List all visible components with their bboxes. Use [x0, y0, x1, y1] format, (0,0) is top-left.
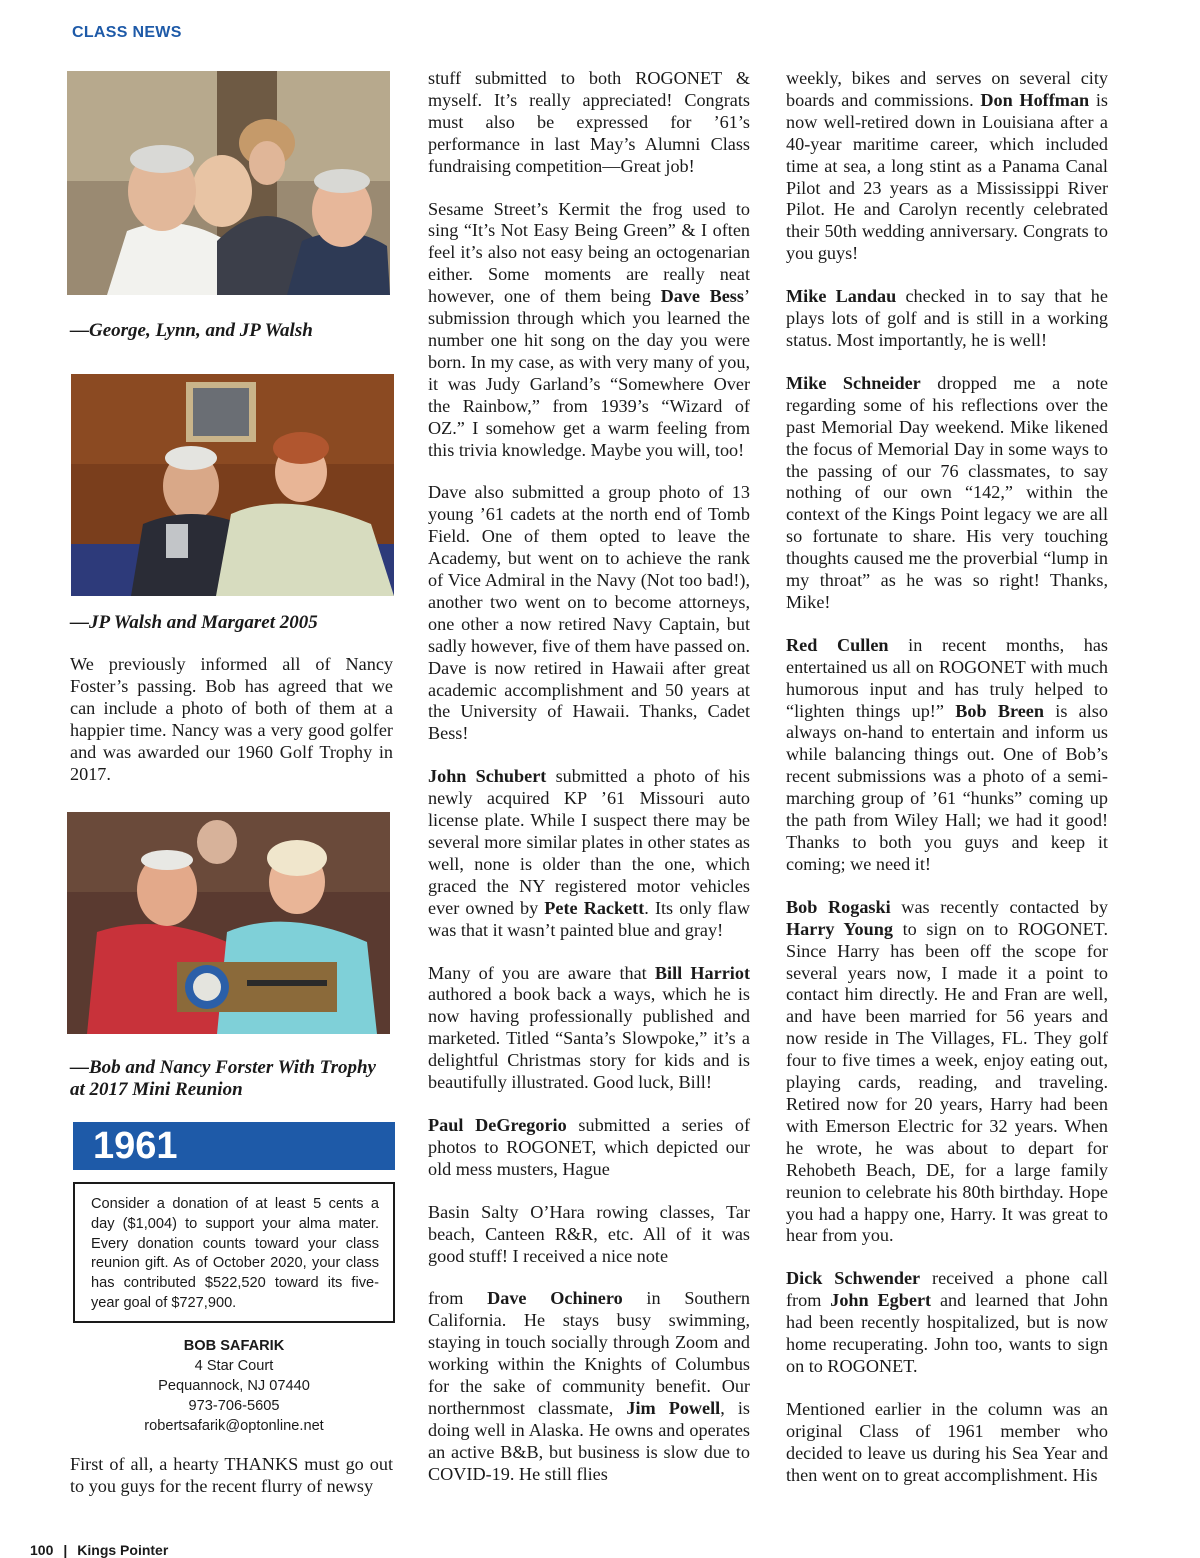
class-contact — [73, 1336, 395, 1436]
publication-name: Kings Pointer — [77, 1542, 169, 1558]
photo-walsh-margaret — [71, 374, 394, 596]
caption-forster-trophy: —Bob and Nancy Forster With Trophy at 2017 Mini Reunion — [70, 1057, 376, 1100]
contact-street: 4 Star Court — [194, 1358, 274, 1374]
page-footer — [30, 1542, 168, 1558]
col2-paragraph-8: from Dave Ochinero in Southern California. He stays busy swimming, staying in touch socially through Zoom and working within the Knights of Columbus for the sake of community benefit. Our northernmost classmate, Jim Powell, is doing well in Alaska. He owns and operates an active B&B, but business is slow due to COVID-19. He still flies — [428, 1288, 750, 1484]
contact-phone: 973-706-5605 — [188, 1398, 280, 1414]
col3-paragraph-7: Mentioned earlier in the column was an original Class of 1961 member who decided to leave us during his Sea Year and then went on to great accomplishment. His — [786, 1398, 1108, 1485]
class-year-banner: 1961 — [73, 1122, 395, 1170]
col3-paragraph-1: weekly, bikes and serves on several city boards and commissions. Don Hoffman is now well-retired down in Louisiana after a 40-year maritime career, which included time at sea, a long stint as a Panama Canal Pilot and 23 years as a Mississippi River Pilot. He and Carolyn recently celebrated their 50th wedding anniversary. Congrats to you guys! — [786, 68, 1108, 264]
col3-paragraph-3: Mike Schneider dropped me a note regarding some of his reflections over the past Memorial Day weekend. Mike likened the focus of Memorial Day in some ways to the passing of our 76 classmates, to say nothing of our own “142,” within the context of the Kings Point legacy we are all so fortunate to share. His very touching thoughts caused me the proverbial “lump in my throat” as he was so right! Thanks, Mike! — [786, 372, 1108, 612]
col2-paragraph-1: stuff submitted to both ROGONET & myself. It’s really appreciated! Congrats must also be expressed for ’61’s performance in last May’s Alumni Class fundraising competition—Great job! — [428, 68, 750, 176]
col3-paragraph-5: Bob Rogaski was recently contacted by Harry Young to sign on to ROGONET. Since Harry has been off the scope for several years now, I made it a point to contact him directly. He and Fran are well, and have been married for 56 years and now reside in The Villages, FL. They golf four to five times a week, enjoy eating out, playing cards, reading, and traveling. Retired now for 20 years, Harry had been with Emerson Electric for 32 years. When he wrote, he was about to depart for Rehobeth Beach, DE, for a large family reunion to celebrate his 80th birthday. Hope you had a happy one, Harry. It was great to hear from you. — [786, 896, 1108, 1246]
col2-paragraph-7: Basin Salty O’Hara rowing classes, Tar beach, Canteen R&R, etc. All of it was good stuff! I received a nice note — [428, 1201, 750, 1266]
section-label: CLASS NEWS — [72, 24, 182, 41]
col2-paragraph-5: Many of you are aware that Bill Harriot authored a book back a ways, which he is now having professionally published and marketed. Titled “Santa’s Slowpoke,” it’s a delightful Christmas story for kids and is beautifully illustrated. Good luck, Bill! — [428, 962, 750, 1093]
col1-paragraph-2: First of all, a hearty THANKS must go out to you guys for the recent flurry of newsy — [70, 1454, 393, 1496]
contact-city: Pequannock, NJ 07440 — [158, 1378, 310, 1394]
col3-paragraph-2: Mike Landau checked in to say that he plays lots of golf and is still in a working status. Most importantly, he is well! — [786, 286, 1108, 350]
col2-paragraph-4: John Schubert submitted a photo of his newly acquired KP ’61 Missouri auto license plate. While I suspect there may be several more similar plates in other states as well, none is older than the one, which graced the NY registered motor vehicles ever owned by Pete Rackett. Its only flaw was that it wasn’t painted blue and gray! — [428, 766, 750, 940]
page-number: 100 — [30, 1542, 54, 1558]
col3-paragraph-4: Red Cullen in recent months, has entertained us all on ROGONET with much humorous input and has truly helped to “lighten things up!” Bob Breen is also always on-hand to entertain and inform us while balancing things out. One of Bob’s recent submissions was a photo of a semi-marching group of ’61 “hunks” coming up the path from Wiley Hall; we had it good! Thanks to both you guys and keep it coming; we need it! — [786, 634, 1108, 874]
contact-name: BOB SAFARIK — [183, 1338, 285, 1354]
photo-walsh-family — [67, 71, 390, 295]
donation-box: Consider a donation of at least 5 cents a day ($1,004) to support your alma mater. Every donation counts toward your class reunion gift. As of October 2020, your class has contributed $522,520 toward its five-year goal of $727,900. — [73, 1182, 395, 1323]
column-2 — [428, 68, 750, 1507]
col2-paragraph-3: Dave also submitted a group photo of 13 young ’61 cadets at the north end of Tomb Field. One of them opted to leave the Academy, but went on to achieve the rank of Vice Admiral in the Navy (Not too bad!), another two went on to become attorneys, one other a now retired Navy Captain, but sadly however, five of them have passed on. Dave is now retired in Hawaii after great academic accomplishment and 50 years at the University of Hawaii. Thanks, Cadet Bess! — [428, 482, 751, 744]
col1-paragraph-1: We previously informed all of Nancy Foster’s passing. Bob has agreed that we can include a photo of both of them at a happier time. Nancy was a very good golfer and was awarded our 1960 Golf Trophy in 2017. — [70, 654, 393, 784]
col2-paragraph-6: Paul DeGregorio submitted a series of photos to ROGONET, which depicted our old mess musters, Hague — [428, 1114, 750, 1179]
photo-forster-trophy — [67, 812, 390, 1034]
footer-separator: | — [63, 1542, 68, 1558]
column-3 — [786, 68, 1108, 1507]
caption-walsh-margaret: —JP Walsh and Margaret 2005 — [70, 612, 318, 633]
caption-walsh-family: —George, Lynn, and JP Walsh — [70, 320, 313, 341]
col2-paragraph-2: Sesame Street’s Kermit the frog used to sing “It’s Not Easy Being Green” & I often feel it’s also not easy being an octogenarian either. Some moments are really neat however, one of them being Dave Bess’ submission through which you learned the number one hit song on the day you were born. In my case, as with very many of you, it was Judy Garland’s “Somewhere Over the Rainbow,” from 1939’s “Wizard of OZ.” I somehow get a warm feeling from this trivia knowledge. Maybe you will, too! — [428, 198, 750, 460]
col3-paragraph-6: Dick Schwender received a phone call from John Egbert and learned that John had been recently hospitalized, but is now home recuperating. John too, wants to sign on to ROGONET. — [786, 1268, 1108, 1376]
contact-email[interactable]: robertsafarik@optonline.net — [144, 1418, 324, 1434]
